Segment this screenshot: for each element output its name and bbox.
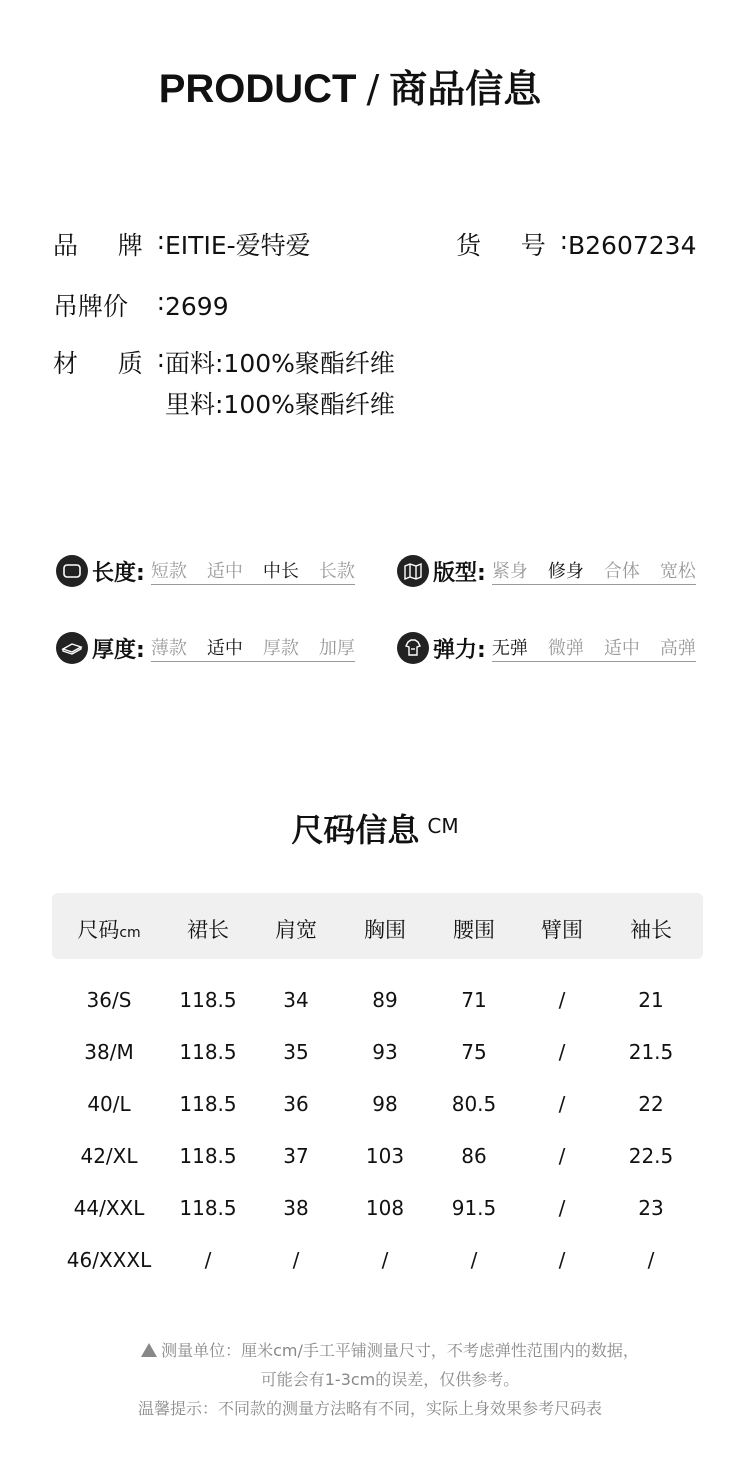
size-table-cell: 34: [283, 988, 309, 1012]
stretch-icon: [397, 632, 429, 664]
size-table-cell: 38: [283, 1196, 309, 1220]
size-table-cell: 98: [372, 1092, 398, 1116]
size-table-header-cell: 肩宽: [275, 918, 317, 942]
size-label-cell: 38/M: [84, 1040, 134, 1064]
title-chinese: 商品信息: [389, 67, 542, 111]
size-label-cell: 40/L: [87, 1092, 131, 1116]
attr-stretch: [397, 632, 696, 664]
size-table-cell: 75: [461, 1040, 487, 1064]
option-medium: 适中: [206, 561, 243, 582]
sku-label: 货 号 :: [456, 226, 568, 260]
size-table-cell: 22.5: [628, 1144, 674, 1168]
option-no-stretch: 无弹: [491, 638, 528, 659]
option-moderate: 适中: [206, 638, 243, 659]
size-label-cell: 46/XXXL: [66, 1248, 152, 1272]
size-label-cell: 42/XL: [80, 1144, 138, 1168]
size-table-cell: 93: [372, 1040, 398, 1064]
size-table-cell: 23: [638, 1196, 664, 1220]
brand-label: 品 牌 :: [53, 226, 165, 260]
option-mid-long: 中长: [262, 561, 299, 582]
option-loose: 宽松: [659, 561, 696, 582]
size-table-header-cell: 臂围: [541, 918, 583, 942]
title-slash: /: [366, 67, 380, 111]
size-info-unit: CM: [427, 814, 459, 838]
sku-value: B2607234: [568, 231, 697, 260]
material-row: [53, 344, 395, 380]
price-label: 吊牌价 :: [53, 287, 165, 321]
attr-thickness-options: [151, 634, 355, 662]
option-extra-thick: 加厚: [318, 638, 355, 659]
size-table-cell: 118.5: [179, 1040, 237, 1064]
attr-thickness-label: 厚度:: [92, 637, 145, 663]
fit-shape-icon: [397, 555, 429, 587]
option-thin: 薄款: [150, 638, 187, 659]
note-line-2: 可能会有1-3cm的误差，仅供参考。: [260, 1370, 520, 1389]
size-table-cell: 36: [283, 1092, 309, 1116]
size-table-cell: 21.5: [628, 1040, 674, 1064]
size-table-cell: /: [381, 1248, 389, 1272]
size-table-cell: /: [558, 1144, 566, 1168]
attr-length-options: [151, 557, 355, 585]
size-table-header-cell: 尺码cm: [77, 918, 141, 942]
size-table-cell: /: [558, 1092, 566, 1116]
option-tight: 紧身: [491, 561, 528, 582]
sku-row: [456, 226, 697, 262]
attr-length-label: 长度:: [92, 560, 145, 586]
size-table-cell: /: [647, 1248, 655, 1272]
skirt-length-icon: [56, 555, 88, 587]
option-long: 长款: [318, 561, 355, 582]
page-title: [0, 58, 700, 113]
size-table-cell: 86: [461, 1144, 487, 1168]
size-table-cell: /: [558, 1040, 566, 1064]
measurement-notes: [0, 1336, 750, 1423]
size-table-cell: 91.5: [451, 1196, 497, 1220]
size-table-cell: 35: [283, 1040, 309, 1064]
brand-value: EITIE-爱特爱: [165, 231, 311, 260]
attr-fit-options: [492, 557, 696, 585]
warning-icon: [141, 1343, 157, 1357]
size-table-cell: 118.5: [179, 1092, 237, 1116]
size-table-cell: 22: [638, 1092, 664, 1116]
attr-fit: [397, 555, 696, 587]
size-table-header-cell: 胸围: [364, 918, 406, 942]
size-table-cell: /: [558, 1196, 566, 1220]
material-lining: 里料:100%聚酯纤维: [165, 390, 395, 419]
option-slim: 修身: [547, 561, 584, 582]
attr-stretch-label: 弹力:: [433, 637, 486, 663]
brand-row: [53, 226, 311, 262]
size-info-title: 尺码信息 $^{CM}$: [291, 811, 459, 849]
size-table-cell: /: [558, 988, 566, 1012]
size-table-cell: 71: [461, 988, 487, 1012]
option-slight-stretch: 微弹: [547, 638, 584, 659]
option-short: 短款: [150, 561, 187, 582]
option-regular: 合体: [603, 561, 640, 582]
thickness-icon: [56, 632, 88, 664]
size-table-cell: 118.5: [179, 988, 237, 1012]
size-table-header-cell: 袖长: [630, 918, 672, 942]
size-table-header-cell: 腰围: [453, 918, 495, 942]
size-table-header-cell: 裙长: [187, 918, 229, 942]
size-table-cell: 108: [365, 1196, 405, 1220]
size-table-cell: 89: [372, 988, 398, 1012]
material-lining-row: [165, 385, 395, 421]
option-thick: 厚款: [262, 638, 299, 659]
size-table-cell: 80.5: [451, 1092, 497, 1116]
attr-stretch-options: [492, 634, 696, 662]
size-table-cell: 21: [638, 988, 664, 1012]
size-table-cell: /: [292, 1248, 300, 1272]
size-table-cell: 37: [283, 1144, 309, 1168]
option-moderate-stretch: 适中: [603, 638, 640, 659]
size-label-cell: 44/XXL: [73, 1196, 145, 1220]
attr-thickness: [56, 632, 355, 664]
attr-length: [56, 555, 355, 587]
size-table-cell: 118.5: [179, 1144, 237, 1168]
material-shell: 面料:100%聚酯纤维: [165, 349, 395, 378]
option-high-stretch: 高弹: [659, 638, 696, 659]
price-value: 2699: [165, 292, 229, 321]
size-table-cell: 118.5: [179, 1196, 237, 1220]
material-label: 材 质 :: [53, 344, 165, 378]
attr-fit-label: 版型:: [433, 560, 486, 586]
note-line-3: 温馨提示：不同款的测量方法略有不同，实际上身效果参考尺码表: [137, 1399, 602, 1418]
price-row: [53, 287, 229, 323]
size-table-cell: /: [204, 1248, 212, 1272]
note-line-1: 测量单位：厘米cm/手工平铺测量尺寸，不考虑弹性范围内的数据，: [0, 1336, 750, 1365]
title-english: PRODUCT: [158, 67, 357, 111]
size-label-cell: 36/S: [86, 988, 132, 1012]
size-table-cell: 103: [365, 1144, 405, 1168]
size-table-cell: /: [470, 1248, 478, 1272]
size-table-cell: /: [558, 1248, 566, 1272]
